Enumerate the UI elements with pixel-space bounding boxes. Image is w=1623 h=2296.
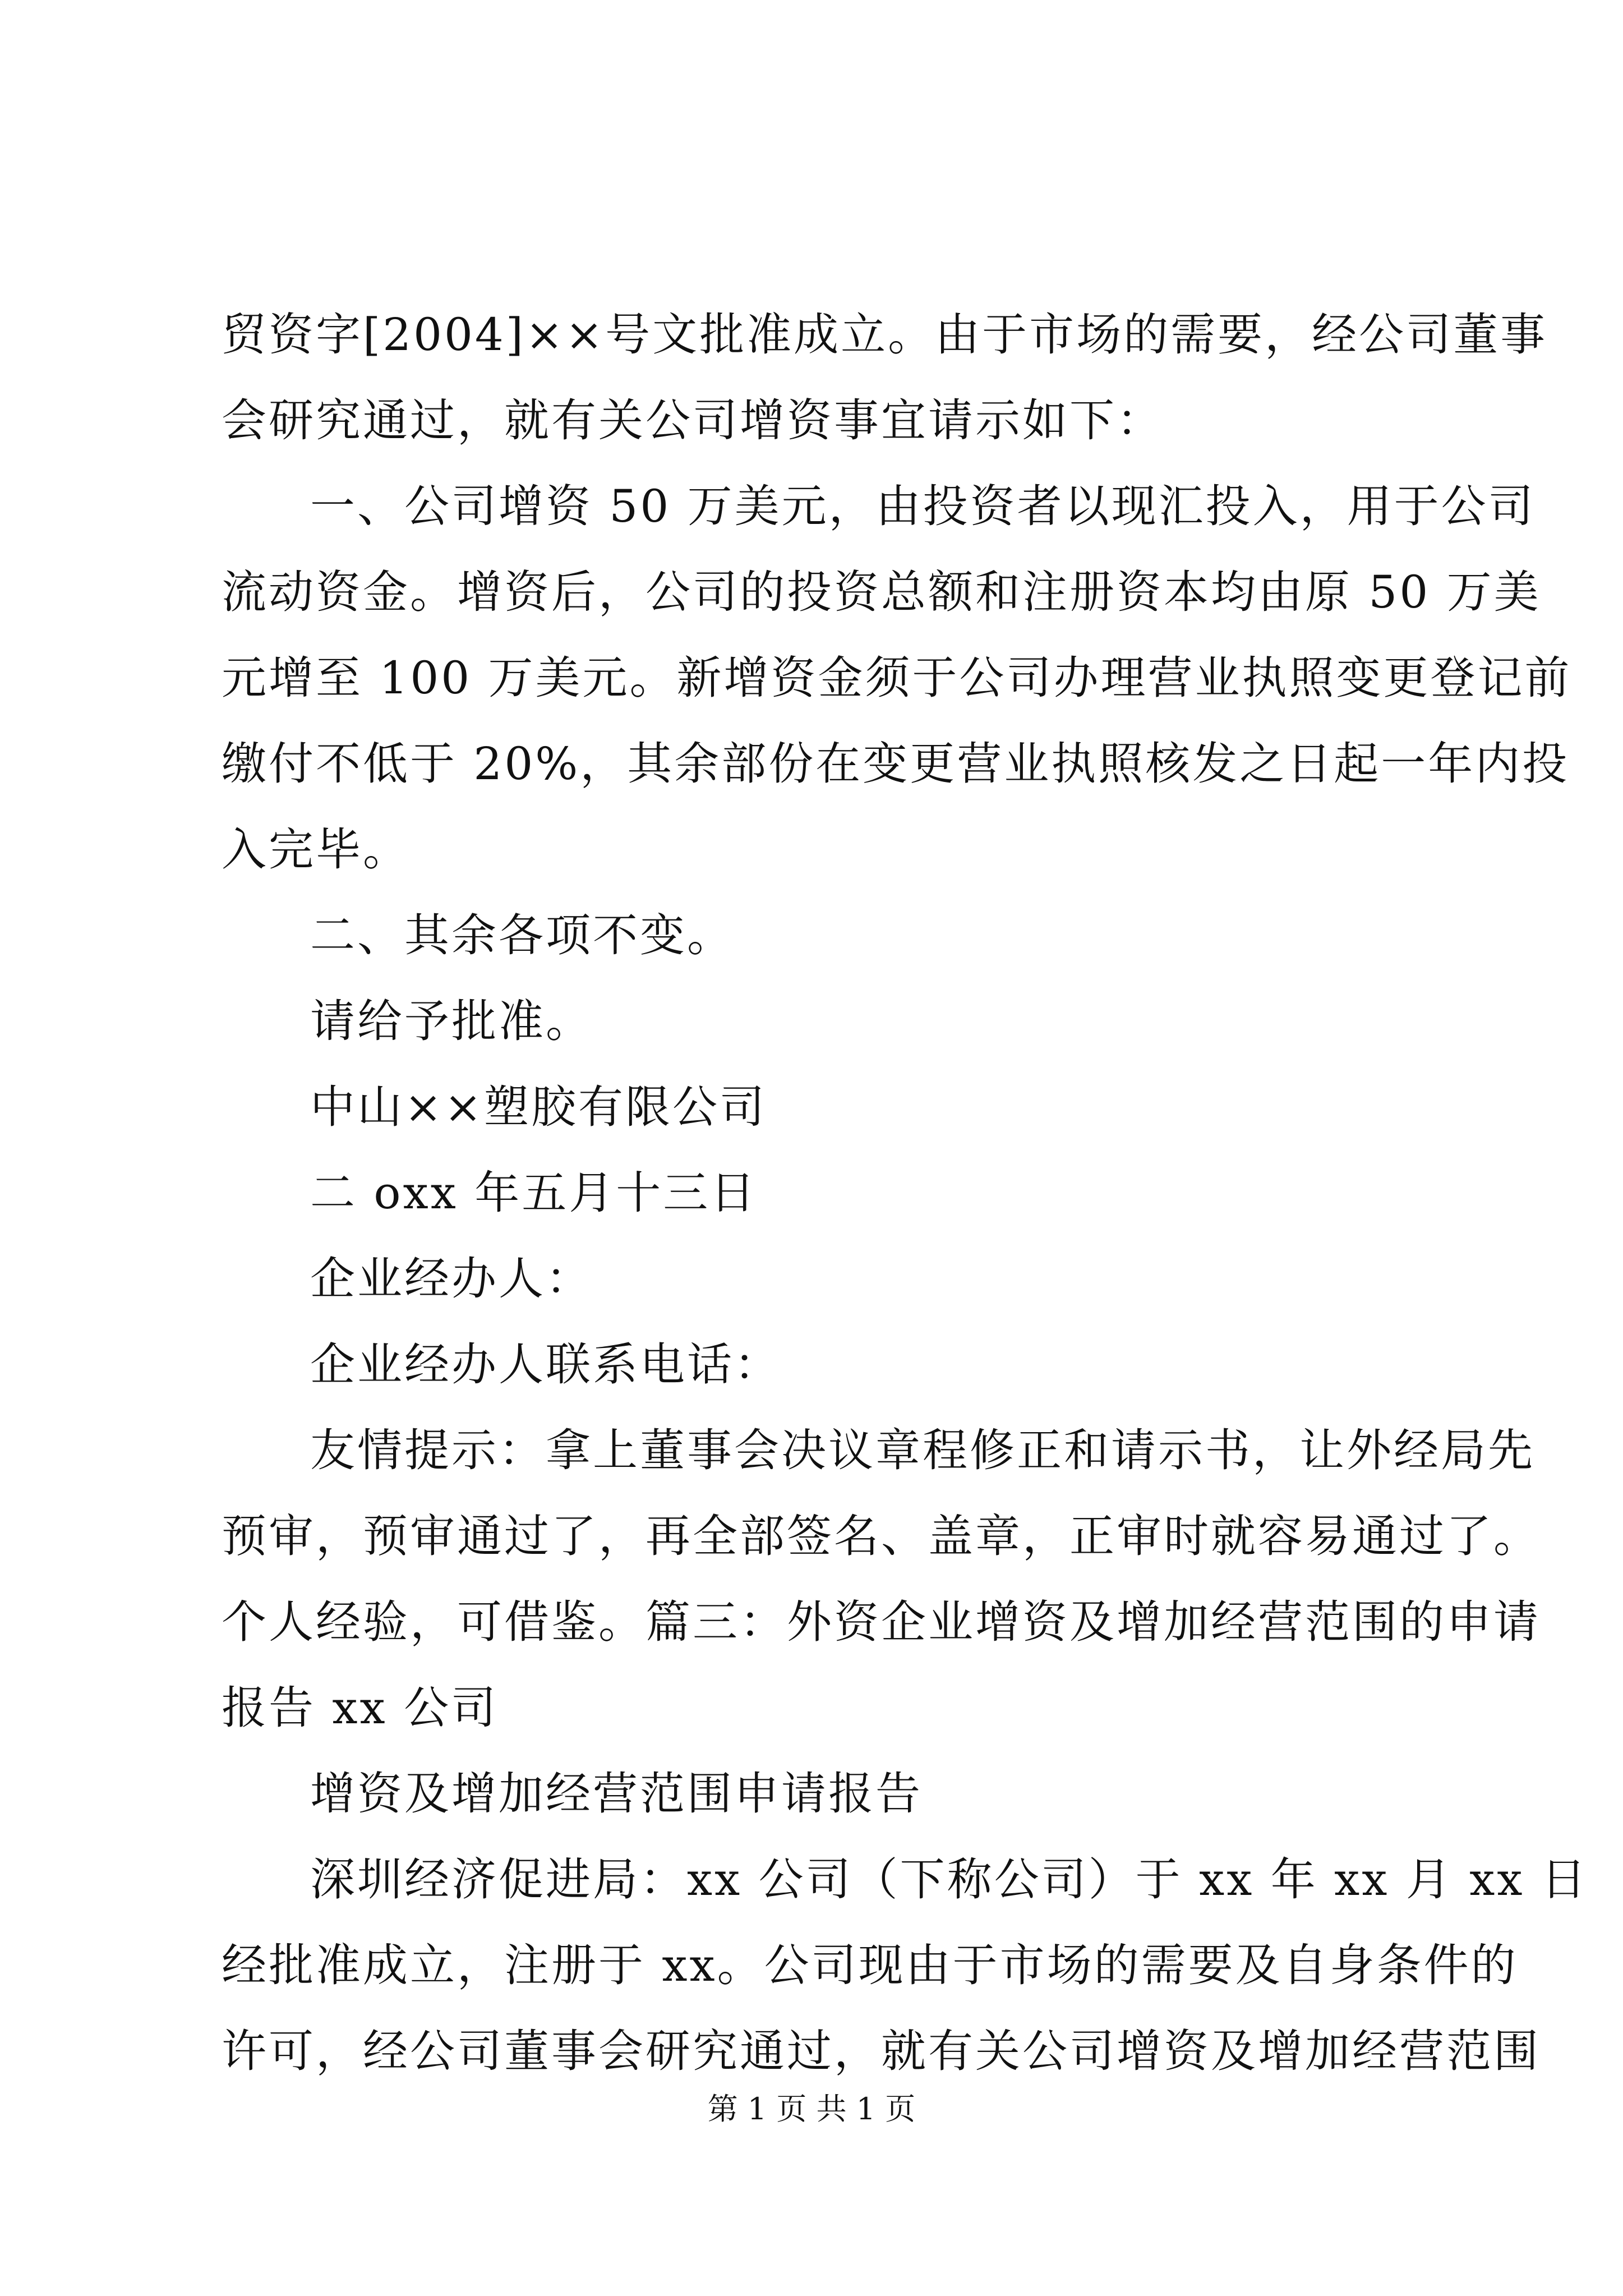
text-line: 友情提示：拿上董事会决议章程修正和请示书，让外经局先 <box>310 1424 1535 1476</box>
text-line: 许可，经公司董事会研究通过，就有关公司增资及增加经营范围 <box>222 2025 1541 2077</box>
text-line: 会研究通过，就有关公司增资事宜请示如下： <box>222 394 1164 447</box>
text-line: 元增至 100 万美元。新增资金须于公司办理营业执照变更登记前 <box>222 652 1572 704</box>
text-line: 流动资金。增资后，公司的投资总额和注册资本均由原 50 万美 <box>222 566 1541 618</box>
text-line: 企业经办人： <box>310 1253 593 1305</box>
text-line: 请给予批准。 <box>310 995 593 1047</box>
text-line: 增资及增加经营范围申请报告 <box>310 1768 923 1820</box>
document-body <box>222 292 1588 2094</box>
text-line: 缴付不低于 20%，其余部份在变更营业执照核发之日起一年内投 <box>222 738 1570 790</box>
text-line: 经批准成立，注册于 xx。公司现由于市场的需要及自身条件的 <box>222 1939 1518 1991</box>
text-line: 入完毕。 <box>222 823 410 876</box>
text-line: 个人经验，可借鉴。篇三：外资企业增资及增加经营范围的申请 <box>222 1596 1541 1648</box>
text-line: 中山××塑胶有限公司 <box>310 1081 767 1133</box>
text-line: 贸资字[2004]××号文批准成立。由于市场的需要，经公司董事 <box>222 309 1548 361</box>
text-line: 企业经办人联系电话： <box>310 1338 781 1391</box>
text-line: 深圳经济促进局：xx 公司（下称公司）于 xx 年 xx 月 xx 日 <box>310 1853 1588 1906</box>
text-line: 预审，预审通过了，再全部签名、盖章，正审时就容易通过了。 <box>222 1510 1541 1562</box>
text-line: 一、公司增资 50 万美元，由投资者以现汇投入，用于公司 <box>310 480 1536 532</box>
text-line: 二、其余各项不变。 <box>310 909 734 961</box>
page-footer: 第 1 页 共 1 页 <box>707 2091 916 2127</box>
text-line: 报告 xx 公司 <box>222 1682 499 1734</box>
text-line: 二 oxx 年五月十三日 <box>310 1167 758 1219</box>
